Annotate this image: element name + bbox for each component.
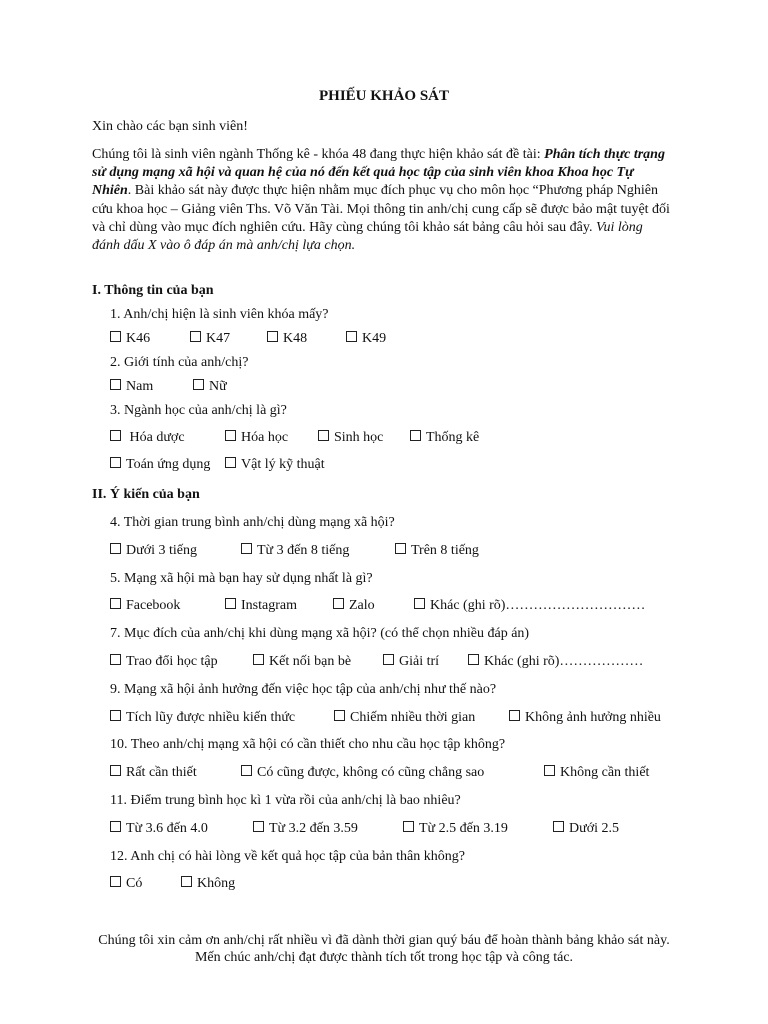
checkbox-icon[interactable]: [110, 543, 121, 554]
option-nam[interactable]: Nam: [110, 379, 153, 395]
question-3: 3. Ngành học của anh/chị là gì?: [110, 403, 287, 418]
intro-text-2: . Bài khảo sát này được thực hiện nhằm mục đích phục vụ cho môn học “Phương pháp Nghiên cứu khoa học – Giảng viên Ths. Võ Văn Tài. Mọi thông tin anh/chị cung cấp sẽ được bảo mật tuyệt đối và chỉ dùng vào mục đích nghiên cứu. Hãy cùng chúng tôi khảo sát bảng câu hỏi sau đây.: [92, 183, 670, 235]
checkbox-icon[interactable]: [553, 821, 564, 832]
checkbox-icon[interactable]: [383, 654, 394, 665]
option-facebook[interactable]: Facebook: [110, 598, 180, 614]
survey-topic: Phân tích thực trạng sử dụng mạng xã hội và quan hệ của nó đến kết quả học tập của sinh viên khoa Khoa học Tự Nhiên: [92, 147, 665, 199]
option-chiem-thoi-gian[interactable]: Chiếm nhiều thời gian: [334, 710, 475, 726]
checkbox-icon[interactable]: [241, 543, 252, 554]
checkbox-icon[interactable]: [193, 379, 204, 390]
checkbox-icon[interactable]: [110, 876, 121, 887]
option-k47[interactable]: K47: [190, 331, 230, 347]
checkbox-icon[interactable]: [110, 379, 121, 390]
option-thong-ke[interactable]: Thống kê: [410, 430, 479, 446]
checkbox-icon[interactable]: [346, 331, 357, 342]
option-giai-tri[interactable]: Giải trí: [383, 654, 439, 670]
option-toan-ung-dung[interactable]: Toán ứng dụng: [110, 457, 210, 473]
question-5: 5. Mạng xã hội mà bạn hay sử dụng nhất là gì?: [110, 571, 373, 586]
option-tu-3-2-den-3-59[interactable]: Từ 3.2 đến 3.59: [253, 821, 358, 837]
checkbox-icon[interactable]: [414, 598, 425, 609]
option-trao-doi-hoc-tap[interactable]: Trao đổi học tập: [110, 654, 218, 670]
question-11: 11. Điểm trung bình học kì 1 vừa rồi của anh/chị là bao nhiêu?: [110, 793, 461, 808]
checkbox-icon[interactable]: [334, 710, 345, 721]
option-khong-anh-huong[interactable]: Không ảnh hưởng nhiều: [509, 710, 661, 726]
thank-you-note: Chúng tôi xin cảm ơn anh/chị rất nhiều vì đã dành thời gian quý báu để hoàn thành bảng khảo sát này. Mến chúc anh/chị đạt được thành tích tốt trong học tập và công tác.: [98, 933, 670, 965]
option-duoi-2-5[interactable]: Dưới 2.5: [553, 821, 619, 837]
checkbox-icon[interactable]: [253, 821, 264, 832]
checkbox-icon[interactable]: [110, 710, 121, 721]
question-2: 2. Giới tính của anh/chị?: [110, 355, 249, 370]
option-tren-8-tieng[interactable]: Trên 8 tiếng: [395, 543, 479, 559]
option-sinh-hoc[interactable]: Sinh học: [318, 430, 383, 446]
checkbox-icon[interactable]: [253, 654, 264, 665]
checkbox-icon[interactable]: [225, 457, 236, 468]
section-heading-info: I. Thông tin của bạn: [92, 283, 214, 298]
checkbox-icon[interactable]: [267, 331, 278, 342]
question-1: 1. Anh/chị hiện là sinh viên khóa mấy?: [110, 307, 329, 322]
checkbox-icon[interactable]: [110, 821, 121, 832]
checkbox-icon[interactable]: [110, 765, 121, 776]
checkbox-icon[interactable]: [333, 598, 344, 609]
instruction-text: Vui lòng đánh dấu X vào ô đáp án mà anh/chị lựa chọn.: [92, 219, 643, 254]
option-khac-muc-dich[interactable]: Khác (ghi rõ)………………: [468, 654, 643, 670]
option-zalo[interactable]: Zalo: [333, 598, 375, 614]
option-nu[interactable]: Nữ: [193, 379, 227, 395]
question-7: 7. Mục đích của anh/chị khi dùng mạng xã hội? (có thể chọn nhiều đáp án): [110, 626, 530, 641]
checkbox-icon[interactable]: [110, 654, 121, 665]
option-k49[interactable]: K49: [346, 331, 386, 347]
greeting: Xin chào các bạn sinh viên!: [92, 119, 248, 134]
checkbox-icon[interactable]: [110, 331, 121, 342]
checkbox-icon[interactable]: [544, 765, 555, 776]
option-khong-can-thiet[interactable]: Không cần thiết: [544, 765, 649, 781]
page-title: PHIẾU KHẢO SÁT: [318, 88, 450, 104]
checkbox-icon[interactable]: [395, 543, 406, 554]
option-k48[interactable]: K48: [267, 331, 307, 347]
checkbox-icon[interactable]: [410, 430, 421, 441]
option-khong[interactable]: Không: [181, 876, 235, 892]
option-khac-mxh[interactable]: Khác (ghi rõ)…………………………: [414, 598, 645, 614]
intro-text-1: Chúng tôi là sinh viên ngành Thống kê - khóa 48 đang thực hiện khảo sát đề tài:: [92, 147, 545, 162]
checkbox-icon[interactable]: [318, 430, 329, 441]
checkbox-icon[interactable]: [110, 430, 121, 441]
checkbox-icon[interactable]: [110, 457, 121, 468]
option-co-cung-duoc[interactable]: Có cũng được, không có cũng chẳng sao: [241, 765, 484, 781]
checkbox-icon[interactable]: [403, 821, 414, 832]
option-instagram[interactable]: Instagram: [225, 598, 297, 614]
question-12: 12. Anh chị có hài lòng về kết quả học tập của bản thân không?: [110, 849, 465, 864]
option-duoi-3-tieng[interactable]: Dưới 3 tiếng: [110, 543, 197, 559]
checkbox-icon[interactable]: [190, 331, 201, 342]
option-ket-noi-ban-be[interactable]: Kết nối bạn bè: [253, 654, 351, 670]
option-hoa-duoc[interactable]: Hóa dược: [110, 430, 185, 446]
option-vat-ly-ky-thuat[interactable]: Vật lý kỹ thuật: [225, 457, 325, 473]
option-hoa-hoc[interactable]: Hóa học: [225, 430, 288, 446]
checkbox-icon[interactable]: [181, 876, 192, 887]
checkbox-icon[interactable]: [509, 710, 520, 721]
checkbox-icon[interactable]: [468, 654, 479, 665]
question-9: 9. Mạng xã hội ảnh hưởng đến việc học tập của anh/chị như thế nào?: [110, 682, 497, 697]
option-tu-3-den-8-tieng[interactable]: Từ 3 đến 8 tiếng: [241, 543, 349, 559]
option-tu-2-5-den-3-19[interactable]: Từ 2.5 đến 3.19: [403, 821, 508, 837]
checkbox-icon[interactable]: [225, 598, 236, 609]
question-10: 10. Theo anh/chị mạng xã hội có cần thiết cho nhu cầu học tập không?: [110, 737, 506, 752]
option-co[interactable]: Có: [110, 876, 142, 892]
option-tu-3-6-den-4-0[interactable]: Từ 3.6 đến 4.0: [110, 821, 208, 837]
checkbox-icon[interactable]: [110, 598, 121, 609]
intro-paragraph: [92, 146, 672, 255]
checkbox-icon[interactable]: [225, 430, 236, 441]
checkbox-icon[interactable]: [241, 765, 252, 776]
question-4: 4. Thời gian trung bình anh/chị dùng mạng xã hội?: [110, 515, 395, 530]
option-tich-luy-kien-thuc[interactable]: Tích lũy được nhiều kiến thức: [110, 710, 295, 726]
section-heading-opinion: II. Ý kiến của bạn: [92, 487, 200, 502]
option-rat-can-thiet[interactable]: Rất cần thiết: [110, 765, 197, 781]
option-k46[interactable]: K46: [110, 331, 150, 347]
